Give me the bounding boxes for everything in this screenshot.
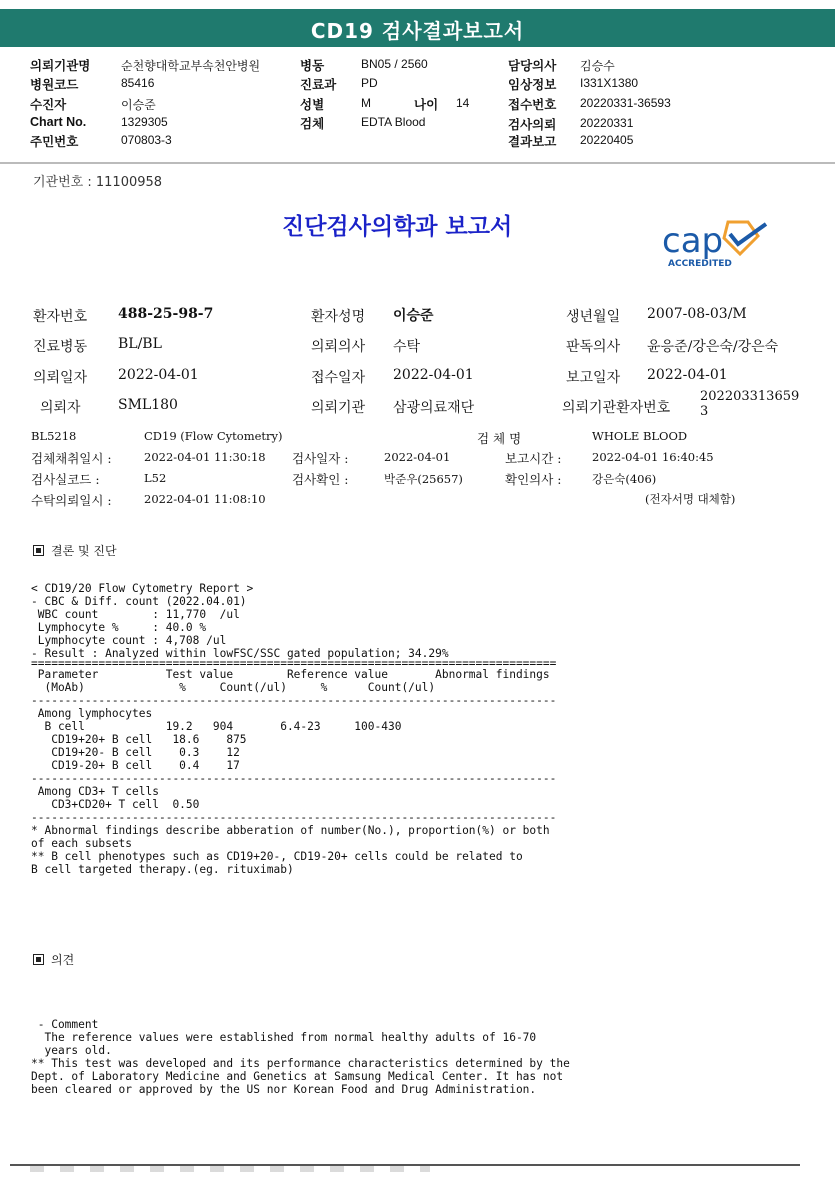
lab-code-label: 검사실코드 : (31, 472, 100, 487)
patient-label: 환자번호 (33, 309, 88, 325)
report-line: Lymphocyte count : 4,708 /ul (31, 634, 227, 647)
field-value: 순천향대학교부속천안병원 (121, 59, 261, 73)
patient-value: 2007-08-03/M (647, 306, 747, 322)
section-opinion (33, 951, 74, 968)
report-line: * Abnormal findings describe abberation of number(No.), proportion(%) or both (31, 824, 550, 837)
field-value: EDTA Blood (361, 115, 426, 129)
cap-logo-text: cap (662, 221, 724, 261)
report-line: ------------------------------------------------------------------------------ (31, 811, 557, 824)
patient-label: 의뢰기관환자번호 (562, 400, 671, 416)
comment-line: been cleared or approved by the US nor Korean Food and Drug Administration. (31, 1083, 537, 1096)
field-value: 070803-3 (121, 133, 172, 147)
patient-label: 판독의사 (566, 339, 621, 355)
report-line: ------------------------------------------------------------------------------ (31, 694, 557, 707)
section-conclusion (33, 542, 117, 559)
checkbox-icon (33, 545, 44, 556)
field-label: 병원코드 (30, 78, 79, 92)
report-line: B cell targeted therapy.(eg. rituximab) (31, 863, 294, 876)
field-label: 병동 (300, 59, 325, 73)
patient-label: 환자성명 (311, 309, 366, 325)
comment-line: years old. (31, 1044, 112, 1057)
field-label: 검사의뢰 (508, 118, 557, 132)
field-value: 김승수 (580, 59, 615, 73)
patient-value: 488-25-98-7 (118, 306, 214, 322)
field-label: 접수번호 (508, 98, 557, 112)
cap-accredited-logo (662, 218, 772, 272)
patient-value: 삼광의료재단 (393, 400, 475, 416)
field-label: 수진자 (30, 98, 67, 112)
report-line: - Result : Analyzed within lowFSC/SSC gated population; 34.29% (31, 647, 449, 660)
report-line: ** B cell phenotypes such as CD19+20-, CD19-20+ cells could be related to (31, 850, 523, 863)
patient-value: 이승준 (393, 308, 434, 324)
report-line: CD19+20+ B cell 18.6 875 (31, 733, 247, 746)
report-line: - CBC & Diff. count (2022.04.01) (31, 595, 247, 608)
field-label: 의뢰기관명 (30, 59, 91, 73)
patient-value: 윤응준/강은숙/강은숙 (647, 339, 779, 355)
collect-label: 검체채취일시 : (31, 451, 112, 466)
report-line: ============================================================================== (31, 657, 557, 670)
patient-label: 의뢰기관 (311, 400, 366, 416)
field-label: 진료과 (300, 78, 337, 92)
section-title: 결론 및 진단 (51, 544, 117, 558)
cap-logo-subtext: ACCREDITED (668, 259, 732, 269)
comment-line: ** This test was developed and its performance characteristics determined by the (31, 1057, 570, 1070)
comment-body (31, 1018, 570, 1096)
report-header-title: CD19 검사결과보고서 (310, 19, 525, 43)
report-time-value: 2022-04-01 16:40:45 (592, 450, 714, 464)
report-line: Among CD3+ T cells (31, 785, 159, 798)
cut-off-footer-text (30, 1166, 430, 1172)
lab-code-value: L52 (144, 471, 167, 485)
field-value: M (361, 96, 371, 110)
report-line: of each subsets (31, 837, 133, 850)
report-line: CD19+20- B cell 0.3 12 (31, 746, 240, 759)
report-line: WBC count : 11,770 /ul (31, 608, 240, 621)
patient-label: 진료병동 (33, 339, 88, 355)
field-value: 20220405 (580, 133, 634, 147)
institution-number: 기관번호 : 11100958 (33, 175, 163, 190)
report-title: 진단검사의학과 보고서 (282, 214, 513, 240)
patient-value: 202203313659 (700, 389, 800, 404)
field-value: BN05 / 2560 (361, 57, 428, 71)
report-line: CD3+CD20+ T cell 0.50 (31, 798, 200, 811)
patient-value: BL/BL (118, 336, 162, 352)
patient-label: 의뢰의사 (311, 339, 366, 355)
collect-value: 2022-04-01 11:30:18 (144, 450, 266, 464)
esign-note: (전자서명 대체함) (645, 492, 736, 506)
report-line: (MoAb) % Count(/ul) % Count(/ul) (31, 681, 436, 694)
field-value: 85416 (121, 76, 155, 90)
field-label: Chart No. (30, 115, 87, 129)
confirm-label: 검사확인 : (292, 472, 349, 487)
field-label: 나이 (414, 98, 439, 112)
report-line: ------------------------------------------------------------------------------ (31, 772, 557, 785)
field-value: 이승준 (121, 98, 156, 112)
field-label: 주민번호 (30, 135, 79, 149)
report-line: B cell 19.2 904 6.4-23 100-430 (31, 720, 402, 733)
comment-line: The reference values were established from normal healthy adults of 16-70 (31, 1031, 537, 1044)
field-label: 담당의사 (508, 59, 557, 73)
patient-label: 생년월일 (566, 309, 621, 325)
report-body (31, 582, 556, 876)
report-time-label: 보고시간 : (505, 451, 562, 466)
field-value: 14 (456, 96, 470, 110)
patient-label: 의뢰자 (40, 400, 81, 416)
request-value: 2022-04-01 11:08:10 (144, 492, 266, 506)
test-date-value: 2022-04-01 (384, 450, 451, 464)
field-label: 결과보고 (508, 135, 557, 149)
comment-line: - Comment (31, 1018, 99, 1031)
field-label: 임상정보 (508, 78, 557, 92)
field-value: 20220331-36593 (580, 96, 671, 110)
field-value: PD (361, 76, 378, 90)
patient-label: 접수일자 (311, 370, 366, 386)
patient-label: 보고일자 (566, 370, 621, 386)
field-value: 1329305 (121, 115, 168, 129)
comment-line: Dept. of Laboratory Medicine and Genetics at Samsung Medical Center. It has not (31, 1070, 564, 1083)
patient-value: SML180 (118, 397, 178, 413)
doctor-label: 확인의사 : (505, 472, 562, 487)
patient-label: 의뢰일자 (33, 370, 88, 386)
report-line: CD19-20+ B cell 0.4 17 (31, 759, 240, 772)
request-label: 수탁의뢰일시 : (31, 493, 112, 508)
report-line: Parameter Test value Reference value Abnormal findings (31, 668, 550, 681)
checkbox-icon (33, 954, 44, 965)
report-line: Lymphocyte % : 40.0 % (31, 621, 207, 634)
doctor-value: 강은숙(406) (592, 472, 657, 486)
field-label: 검체 (300, 117, 325, 131)
report-line: < CD19/20 Flow Cytometry Report > (31, 582, 254, 595)
section-title: 의견 (51, 953, 75, 967)
field-value: 20220331 (580, 116, 634, 130)
specimen-label: 검 체 명 (477, 431, 522, 446)
header-divider (0, 162, 835, 164)
patient-value: 2022-04-01 (647, 367, 728, 383)
field-label: 성별 (300, 98, 325, 112)
confirm-value: 박준우(25657) (384, 472, 463, 486)
report-line: Among lymphocytes (31, 707, 153, 720)
patient-value: 수탁 (393, 339, 421, 355)
test-date-label: 검사일자 : (292, 451, 349, 466)
test-code: BL5218 (31, 429, 77, 443)
field-value: I331X1380 (580, 76, 639, 90)
patient-value-cont: 3 (700, 404, 709, 419)
title-bar (0, 9, 835, 47)
specimen-value: WHOLE BLOOD (592, 429, 688, 443)
patient-value: 2022-04-01 (393, 367, 474, 383)
patient-value: 2022-04-01 (118, 367, 199, 383)
test-name: CD19 (Flow Cytometry) (144, 429, 283, 443)
